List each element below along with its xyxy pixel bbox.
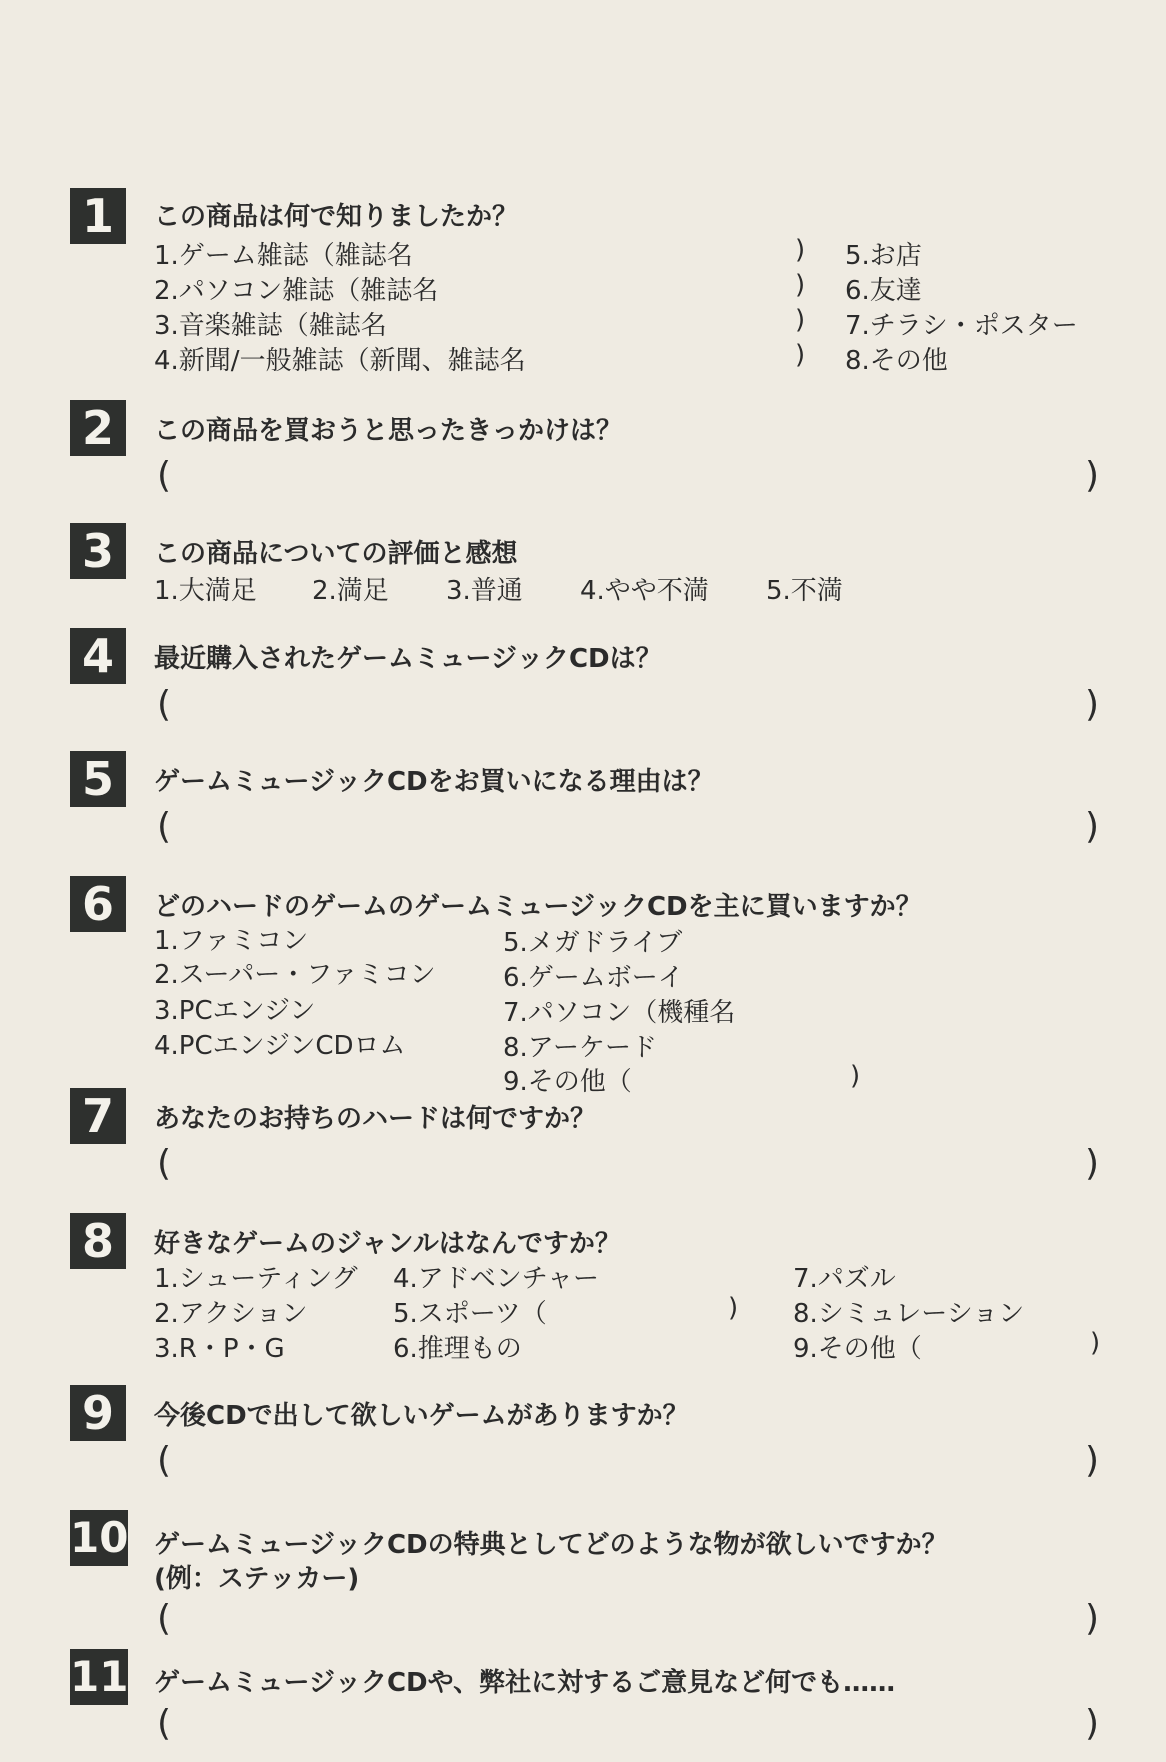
q8-close-paren-sports: ) [728,1293,739,1323]
question-number-11: 11 [70,1649,128,1705]
q10-open-paren: ( [157,1598,172,1639]
q1-close-paren-4: ) [795,340,806,370]
question-number-6: 6 [70,876,126,932]
question-number-8: 8 [70,1213,126,1269]
q8-option-1: 1.シューティング [154,1264,358,1294]
q3-option-2: 2.満足 [312,576,389,606]
q11-close-paren: ) [1085,1703,1100,1744]
q1-close-paren-3: ) [795,305,806,335]
question-10-text: ゲームミュージックCDの特典としてどのような物が欲しいですか？ [154,1530,948,1560]
q1-option-5: 5.お店 [845,241,922,271]
question-number-5: 5 [70,751,126,807]
question-9-text: 今後CDで出して欲しいゲームがありますか？ [154,1401,689,1431]
q6-option-7: 7.パソコン（機種名 [503,998,736,1028]
question-number-2: 2 [70,400,126,456]
q1-option-4: 4.新聞/一般雑誌（新聞、雑誌名 [154,346,526,376]
q8-close-paren-other: ) [1090,1328,1101,1358]
q5-close-paren: ) [1085,806,1100,847]
q6-option-2: 2.スーパー・ファミコン [154,960,436,990]
question-3-text: この商品についての評価と感想 [154,539,518,569]
question-number-10: 10 [70,1510,128,1566]
q3-option-4: 4.やや不満 [580,576,709,606]
q6-option-6: 6.ゲームボーイ [503,963,684,993]
question-4-text: 最近購入されたゲームミュージックCDは？ [154,644,662,674]
q2-close-paren: ) [1085,455,1100,496]
q7-open-paren: ( [157,1143,172,1184]
q5-open-paren: ( [157,806,172,847]
q4-close-paren: ) [1085,684,1100,725]
q6-option-5: 5.メガドライブ [503,928,683,958]
question-number-4: 4 [70,628,126,684]
q1-option-8: 8.その他 [845,346,948,376]
question-8-text: 好きなゲームのジャンルはなんですか？ [154,1229,621,1259]
question-10-example: (例：ステッカー) [154,1564,360,1594]
question-2-text: この商品を買おうと思ったきっかけは？ [154,416,623,446]
q8-option-7: 7.パズル [793,1264,896,1294]
q2-open-paren: ( [157,455,172,496]
q3-option-1: 1.大満足 [154,576,257,606]
q8-option-5: 5.スポーツ（ [393,1299,547,1329]
q1-option-1: 1.ゲーム雑誌（雑誌名 [154,241,413,271]
q8-option-4: 4.アドベンチャー [393,1264,600,1294]
q6-option-9: 9.その他（ [503,1067,632,1097]
q6-option-4: 4.PCエンジンCDロム [154,1031,406,1061]
q8-option-3: 3.R・P・G [154,1334,285,1364]
q8-option-6: 6.推理もの [393,1334,522,1364]
q1-option-3: 3.音楽雑誌（雑誌名 [154,311,387,341]
question-1-text: この商品は何で知りましたか？ [154,202,519,232]
q3-option-3: 3.普通 [446,576,523,606]
q8-option-8: 8.シミュレーション [793,1299,1025,1329]
q1-close-paren-1: ) [795,235,806,265]
q1-close-paren-2: ) [795,270,806,300]
q9-open-paren: ( [157,1440,172,1481]
q11-open-paren: ( [157,1703,172,1744]
question-7-text: あなたのお持ちのハードは何ですか？ [154,1104,597,1134]
q6-close-paren: ) [850,1061,861,1091]
question-number-7: 7 [70,1088,126,1144]
q1-option-2: 2.パソコン雑誌（雑誌名 [154,276,439,306]
question-6-text: どのハードのゲームのゲームミュージックCDを主に買いますか？ [154,892,922,922]
q1-option-7: 7.チラシ・ポスター [845,311,1078,341]
q1-option-6: 6.友達 [845,276,922,306]
question-number-1: 1 [70,188,126,244]
q6-option-3: 3.PCエンジン [154,996,316,1026]
q4-open-paren: ( [157,684,172,725]
question-5-text: ゲームミュージックCDをお買いになる理由は？ [154,767,714,797]
q9-close-paren: ) [1085,1440,1100,1481]
question-11-text: ゲームミュージックCDや、弊社に対するご意見など何でも…… [154,1668,896,1698]
question-number-3: 3 [70,523,126,579]
q6-option-8: 8.アーケード [503,1033,658,1063]
q8-option-9: 9.その他（ [793,1334,922,1364]
q10-close-paren: ) [1085,1598,1100,1639]
q6-option-1: 1.ファミコン [154,926,309,956]
q3-option-5: 5.不満 [766,576,843,606]
question-number-9: 9 [70,1385,126,1441]
q7-close-paren: ) [1085,1143,1100,1184]
q8-option-2: 2.アクション [154,1299,308,1329]
